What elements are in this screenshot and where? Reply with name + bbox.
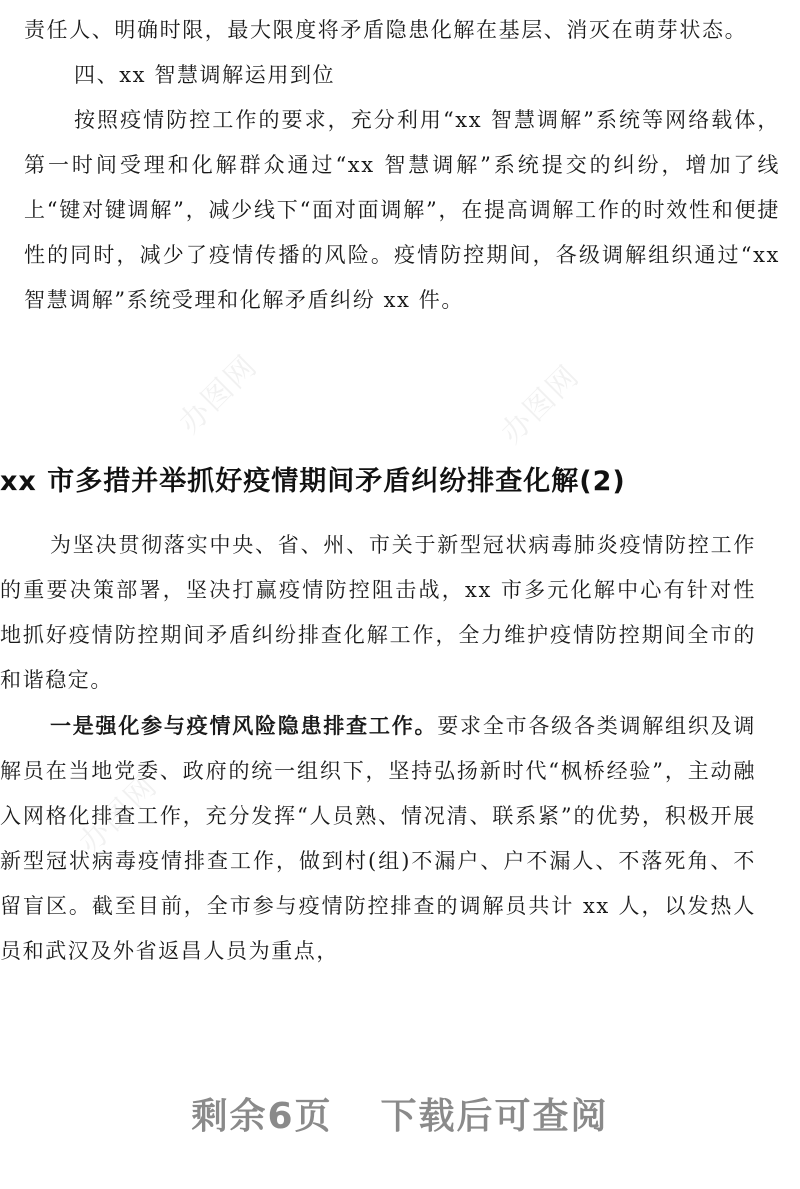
point-one-text: 要求全市各级各类调解组织及调解员在当地党委、政府的统一组织下，坚持弘扬新时代“枫桥经验”，主动融入网格化排查工作，充分发挥“人员熟、情况清、联系紧”的优势，积极开展新型冠状病毒疫情排查工作，做到村(组)不漏户、户不漏人、不落死角、不留盲区。截至目前，全市参与疫情防控排查的调解员共计 xx 人，以发热人员和武汉及外省返昌人员为重点，	[0, 714, 757, 963]
intro-paragraph: 为坚决贯彻落实中央、省、州、市关于新型冠状病毒肺炎疫情防控工作的重要决策部署，坚决打赢疫情防控阻击战，xx 市多元化解中心有针对性地抓好疫情防控期间矛盾纠纷排查化解工作，全力维护疫情防控期间全市的和谐稳定。	[0, 533, 756, 692]
point-one-lead: 一是强化参与疫情风险隐患排查工作。	[50, 713, 438, 738]
document-page	[24, 0, 780, 323]
document-body-2	[0, 523, 756, 974]
watermark: 办图网	[494, 358, 587, 451]
document-title: xx 市多措并举抓好疫情期间矛盾纠纷排查化解(2)	[0, 466, 626, 497]
download-to-view-label: 下载后可查阅	[380, 1096, 609, 1137]
continuation-paragraph: 责任人、明确时限，最大限度将矛盾隐患化解在基层、消灭在萌芽状态。	[24, 18, 748, 42]
remaining-pages-label: 剩余6页	[191, 1096, 333, 1137]
watermark: 办图网	[172, 348, 265, 441]
section-heading: 四、xx 智慧调解运用到位	[74, 63, 336, 87]
smart-mediation-paragraph: 按照疫情防控工作的要求，充分利用“xx 智慧调解”系统等网络载体，第一时间受理和化解群众通过“xx 智慧调解”系统提交的纠纷，增加了线上“键对键调解”，减少线下“面对面调解”，在提高调解工作的时效性和便捷性的同时，减少了疫情传播的风险。疫情防控期间，各级调解组织通过“xx 智慧调解”系统受理和化解矛盾纠纷 xx 件。	[24, 108, 780, 312]
watermark: 办图网	[72, 768, 165, 861]
download-banner[interactable]	[0, 1088, 800, 1139]
point-one-paragraph	[0, 703, 756, 974]
